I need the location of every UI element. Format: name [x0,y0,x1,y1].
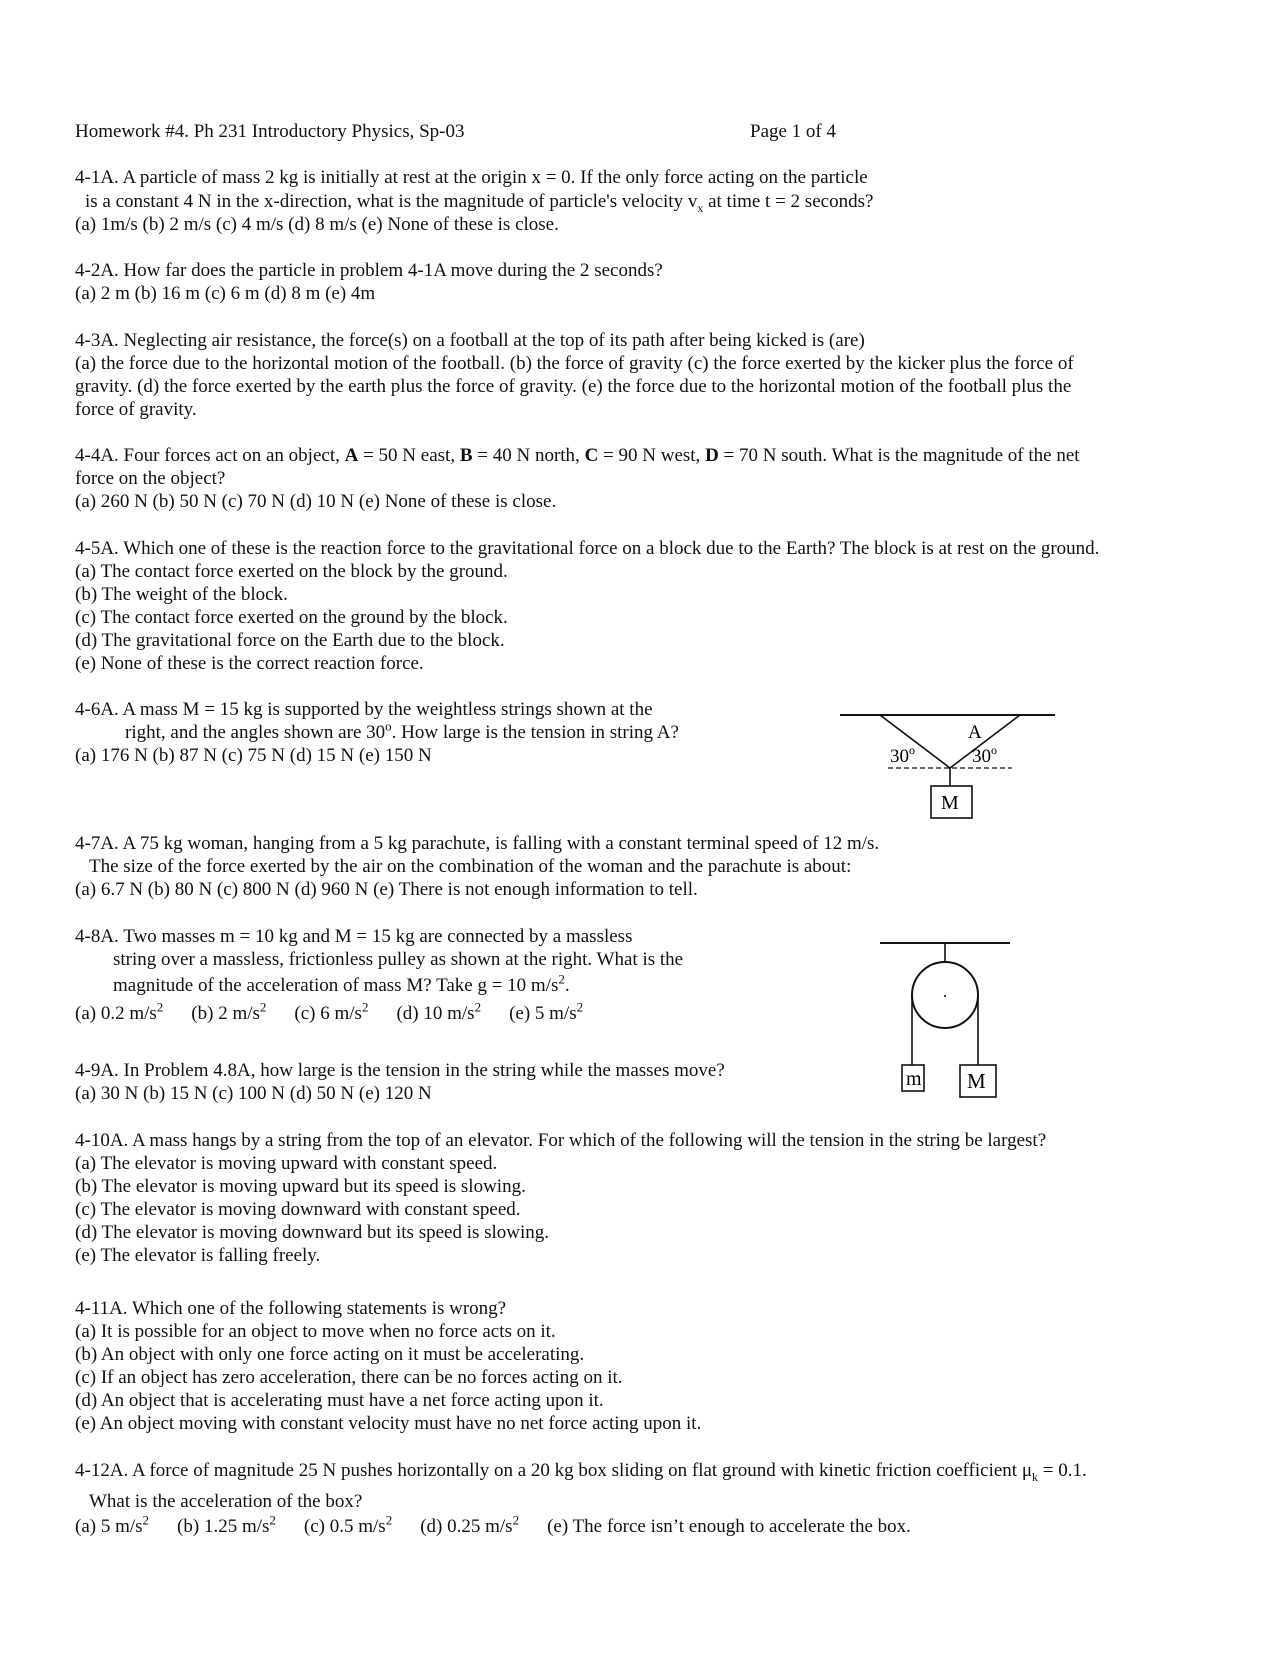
q1-line2: is a constant 4 N in the x-direction, what is the magnitude of particle's velocity $v_x$ at time t = 2 seconds? [85,191,874,215]
q8-answers: (a) 0.2 $m/s^2$ (b) 2 $m/s^2$ (c) 6 $m/s^2$ (d) 10 $m/s^2$ (e) 5 $m/s^2$ [75,999,584,1024]
q10-option-b: (b) The elevator is moving upward but its speed is slowing. [75,1176,526,1197]
q7-line2: The size of the force exerted by the air on the combination of the woman and the parachute is about: [89,856,852,877]
q5-option-a: (a) The contact force exerted on the block by the ground. [75,561,508,582]
q7-answers: (a) 6.7 N (b) 80 N (c) 800 N (d) 960 N (e) There is not enough information to tell. [75,879,698,900]
q4-line2: force on the object? [75,468,226,489]
mass-label: M [941,792,959,814]
angle-right-label: 30$^o$ [972,743,997,767]
q4-answers: (a) 260 N (b) 50 N (c) 70 N (d) 10 N (e) None of these is close. [75,491,557,512]
q2-answers: (a) 2 m (b) 16 m (c) 6 m (d) 8 m (e) 4m [75,283,376,304]
q3-line1: 4-3A. Neglecting air resistance, the force(s) on a football at the top of its path after being kicked is (are) [75,330,865,351]
q11-line1: 4-11A. Which one of the following statements is wrong? [75,1298,507,1319]
q5-option-c: (c) The contact force exerted on the ground by the block. [75,607,508,628]
angle-left-label: 30$^o$ [890,743,915,767]
q9-answers: (a) 30 N (b) 15 N (c) 100 N (d) 50 N (e) 120 N [75,1083,432,1104]
q11-option-d: (d) An object that is accelerating must have a net force acting upon it. [75,1390,604,1411]
string-a-label: A [968,722,982,743]
q12-line2: What is the acceleration of the box? [89,1491,363,1512]
q2-line1: 4-2A. How far does the particle in problem 4-1A move during the 2 seconds? [75,260,663,281]
q10-option-d: (d) The elevator is moving downward but its speed is slowing. [75,1222,550,1243]
q1-line1: 4-1A. A particle of mass 2 kg is initially at rest at the origin x = 0. If the only force acting on the particle [75,167,868,188]
q9-line1: 4-9A. In Problem 4.8A, how large is the tension in the string while the masses move? [75,1060,725,1081]
q12-line1: 4-12A. A force of magnitude 25 N pushes horizontally on a 20 kg box sliding on flat ground with kinetic friction coefficient $\mu_k = 0.1$. [75,1460,1087,1484]
q1-answers: (a) 1m/s (b) 2 m/s (c) 4 m/s (d) 8 m/s (e) None of these is close. [75,214,559,235]
q7-line1: 4-7A. A 75 kg woman, hanging from a 5 kg parachute, is falling with a constant terminal speed of 12 m/s. [75,833,880,854]
q3-line4: force of gravity. [75,399,197,420]
q11-option-a: (a) It is possible for an object to move when no force acts on it. [75,1321,556,1342]
large-mass-label: M [967,1069,986,1093]
q8-line2: string over a massless, frictionless pulley as shown at the right. What is the [113,949,684,970]
q6-line1: 4-6A. A mass M = 15 kg is supported by the weightless strings shown at the [75,699,653,720]
q11-option-e: (e) An object moving with constant velocity must have no net force acting upon it. [75,1413,702,1434]
q8-line3: magnitude of the acceleration of mass M? Take g = 10 $m/s^2$. [113,971,570,996]
q4-line1: 4-4A. Four forces act on an object, A = 50 N east, B = 40 N north, C = 90 N west, D = 70 N south. What is the magnitude of the net [75,445,1080,466]
q5-option-e: (e) None of these is the correct reaction force. [75,653,424,674]
q10-line1: 4-10A. A mass hangs by a string from the top of an elevator. For which of the following will the tension in the string be largest? [75,1130,1047,1151]
q3-line2: (a) the force due to the horizontal motion of the football. (b) the force of gravity (c) the force exerted by the kicker plus the force of [75,353,1074,374]
q6-hanging-mass-diagram [820,700,1080,820]
q5-line1: 4-5A. Which one of these is the reaction force to the gravitational force on a block due to the Earth? The block is at rest on the ground. [75,538,1100,559]
header-page-number: Page 1 of 4 [750,121,837,142]
q8-pulley-diagram [870,925,1020,1100]
q3-line3: gravity. (d) the force exerted by the earth plus the force of gravity. (e) the force due to the horizontal motion of the football plus the [75,376,1072,397]
small-mass-label: m [906,1068,922,1090]
q5-option-d: (d) The gravitational force on the Earth due to the block. [75,630,505,651]
q10-option-e: (e) The elevator is falling freely. [75,1245,321,1266]
q8-line1: 4-8A. Two masses m = 10 kg and M = 15 kg are connected by a massless [75,926,633,947]
q10-option-a: (a) The elevator is moving upward with constant speed. [75,1153,498,1174]
header-title: Homework #4. Ph 231 Introductory Physics, Sp-03 [75,121,465,142]
q6-line2: right, and the angles shown are 30$^o$. How large is the tension in string A? [125,718,679,743]
q5-option-b: (b) The weight of the block. [75,584,288,605]
q6-answers: (a) 176 N (b) 87 N (c) 75 N (d) 15 N (e) 150 N [75,745,432,766]
q12-answers: (a) 5 $m/s^2$ (b) 1.25 $m/s^2$ (c) 0.5 $m/s^2$ (d) 0.25 $m/s^2$ (e) The force isn’t enough to accelerate the box. [75,1512,911,1537]
q10-option-c: (c) The elevator is moving downward with constant speed. [75,1199,521,1220]
q11-option-c: (c) If an object has zero acceleration, there can be no forces acting on it. [75,1367,623,1388]
q11-option-b: (b) An object with only one force acting on it must be accelerating. [75,1344,585,1365]
